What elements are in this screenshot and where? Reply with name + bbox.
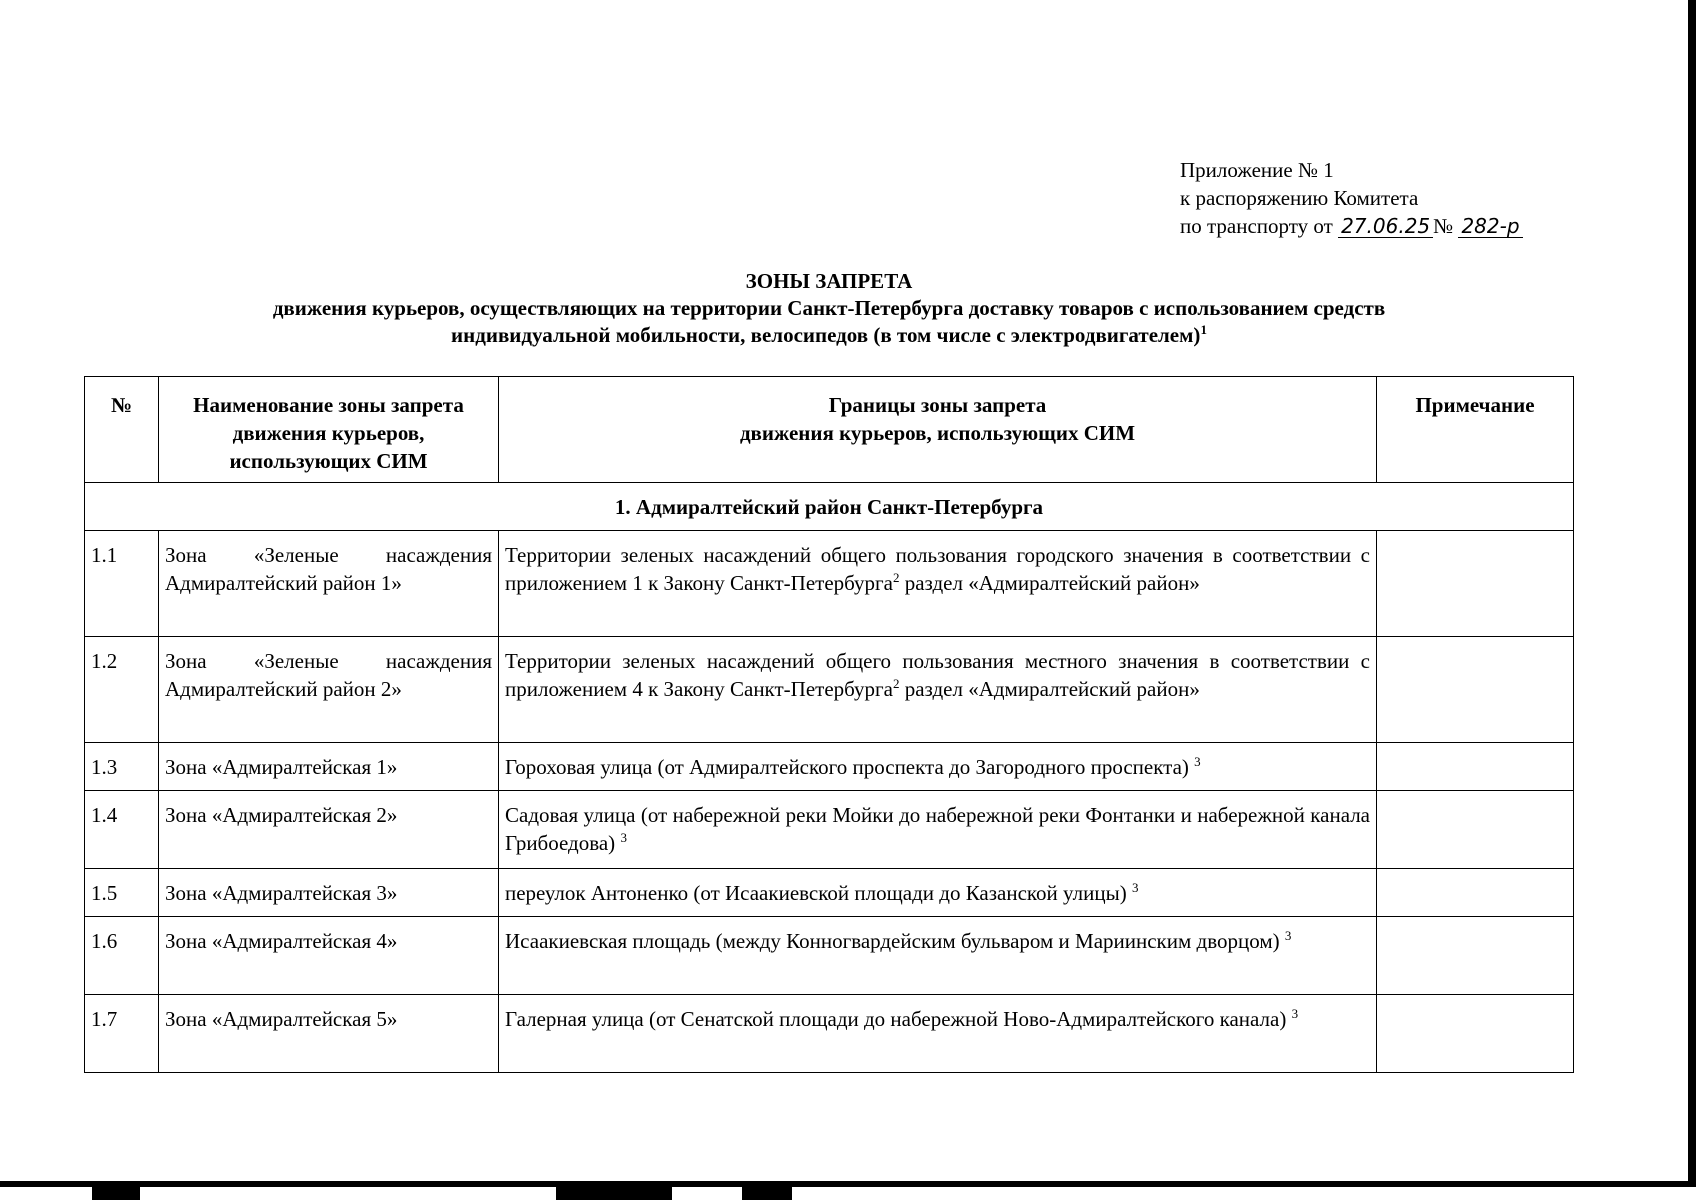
row-bound-tail: раздел «Адмиралтейский район» <box>899 571 1200 595</box>
table-row <box>85 743 1574 791</box>
row-name: Зона «Адмиралтейская 1» <box>159 743 499 791</box>
scan-edge-block <box>92 1181 140 1200</box>
header-bound-line1: Границы зоны запрета <box>828 393 1047 417</box>
row-footnote: 3 <box>1291 1006 1299 1021</box>
section-title: 1. Адмиралтейский район Санкт-Петербурга <box>85 483 1574 531</box>
row-note <box>1377 531 1574 637</box>
scan-edge-bottom <box>0 1181 1696 1200</box>
title-line3 <box>84 322 1574 349</box>
row-footnote: 2 <box>892 676 900 691</box>
title-line3-text: индивидуальной мобильности, велосипедов (в том числе с электродвигателем) <box>451 323 1201 347</box>
row-bound <box>499 531 1377 637</box>
appendix-block <box>1180 156 1523 240</box>
row-note <box>1377 917 1574 995</box>
row-bound <box>499 637 1377 743</box>
row-bound-text: Галерная улица (от Сенатской площади до набережной Ново-Адмиралтейского канала) <box>505 1007 1292 1031</box>
row-name: Зона «Адмиралтейская 4» <box>159 917 499 995</box>
row-footnote: 2 <box>892 570 900 585</box>
row-note <box>1377 869 1574 917</box>
row-num: 1.5 <box>85 869 159 917</box>
section-row <box>85 483 1574 531</box>
row-bound <box>499 791 1377 869</box>
row-name: Зона «Адмиралтейская 3» <box>159 869 499 917</box>
scan-edge-block <box>556 1181 672 1200</box>
row-name: Зона «Адмиралтейская 2» <box>159 791 499 869</box>
row-footnote: 3 <box>620 830 627 845</box>
number-label: № <box>1433 214 1454 238</box>
row-footnote: 3 <box>1194 754 1201 769</box>
appendix-line3 <box>1180 212 1523 240</box>
header-name: Наименование зоны запрета движения курьеров, использующих СИМ <box>159 377 499 483</box>
row-note <box>1377 637 1574 743</box>
appendix-line1: Приложение № 1 <box>1180 158 1334 182</box>
row-bound <box>499 917 1377 995</box>
row-num: 1.6 <box>85 917 159 995</box>
row-bound-text: Гороховая улица (от Адмиралтейского проспекта до Загородного проспекта) <box>505 755 1195 779</box>
row-bound-text: Садовая улица (от набережной реки Мойки до набережной реки Фонтанки и набережной канала Грибоедова) <box>505 803 1370 855</box>
row-footnote: 3 <box>1131 880 1139 895</box>
handwritten-date: 27.06.25 <box>1338 215 1433 238</box>
row-num: 1.2 <box>85 637 159 743</box>
header-bound <box>499 377 1377 483</box>
row-bound <box>499 869 1377 917</box>
row-name: Зона «Зеленые насаждения Адмиралтейский район 1» <box>159 531 499 637</box>
scan-edge-right <box>1688 0 1696 1200</box>
row-bound-text: Исаакиевская площадь (между Конногвардейским бульваром и Мариинским дворцом) <box>505 929 1285 953</box>
table-row <box>85 637 1574 743</box>
table-row <box>85 995 1574 1073</box>
header-note: Примечание <box>1377 377 1574 483</box>
title-line2: движения курьеров, осуществляющих на территории Санкт-Петербурга доставку товаров с использованием средств <box>272 296 1386 320</box>
scan-edge-block <box>742 1181 792 1200</box>
table-row <box>85 531 1574 637</box>
row-bound-text: Территории зеленых насаждений общего пользования городского значения в соответствии с приложением 1 к Закону Санкт-Петербурга <box>505 543 1370 595</box>
handwritten-number: 282-р <box>1458 215 1522 238</box>
title-heading: ЗОНЫ ЗАПРЕТА <box>745 269 913 293</box>
document-title <box>84 268 1574 349</box>
row-num: 1.7 <box>85 995 159 1073</box>
row-note <box>1377 995 1574 1073</box>
row-bound <box>499 995 1377 1073</box>
header-row <box>85 377 1574 483</box>
row-bound-text: переулок Антоненко (от Исаакиевской площади до Казанской улицы) <box>505 881 1132 905</box>
appendix-line3-prefix: по транспорту от <box>1180 214 1333 238</box>
row-num: 1.4 <box>85 791 159 869</box>
header-num: № <box>85 377 159 483</box>
row-name: Зона «Адмиралтейская 5» <box>159 995 499 1073</box>
row-num: 1.3 <box>85 743 159 791</box>
table-row <box>85 869 1574 917</box>
row-note <box>1377 791 1574 869</box>
header-bound-line2: движения курьеров, использующих СИМ <box>739 421 1136 445</box>
row-bound-text: Территории зеленых насаждений общего пользования местного значения в соответствии с приложением 4 к Закону Санкт-Петербурга <box>505 649 1370 701</box>
zones-table <box>84 376 1574 1073</box>
table-row <box>85 917 1574 995</box>
row-name: Зона «Зеленые насаждения Адмиралтейский район 2» <box>159 637 499 743</box>
row-bound <box>499 743 1377 791</box>
appendix-line2: к распоряжению Комитета <box>1180 186 1419 210</box>
row-note <box>1377 743 1574 791</box>
row-bound-tail: раздел «Адмиралтейский район» <box>899 677 1200 701</box>
table-row <box>85 791 1574 869</box>
title-footnote-mark: 1 <box>1200 322 1207 337</box>
scan-edge-band <box>0 1181 1696 1187</box>
row-footnote: 3 <box>1284 928 1292 943</box>
row-num: 1.1 <box>85 531 159 637</box>
